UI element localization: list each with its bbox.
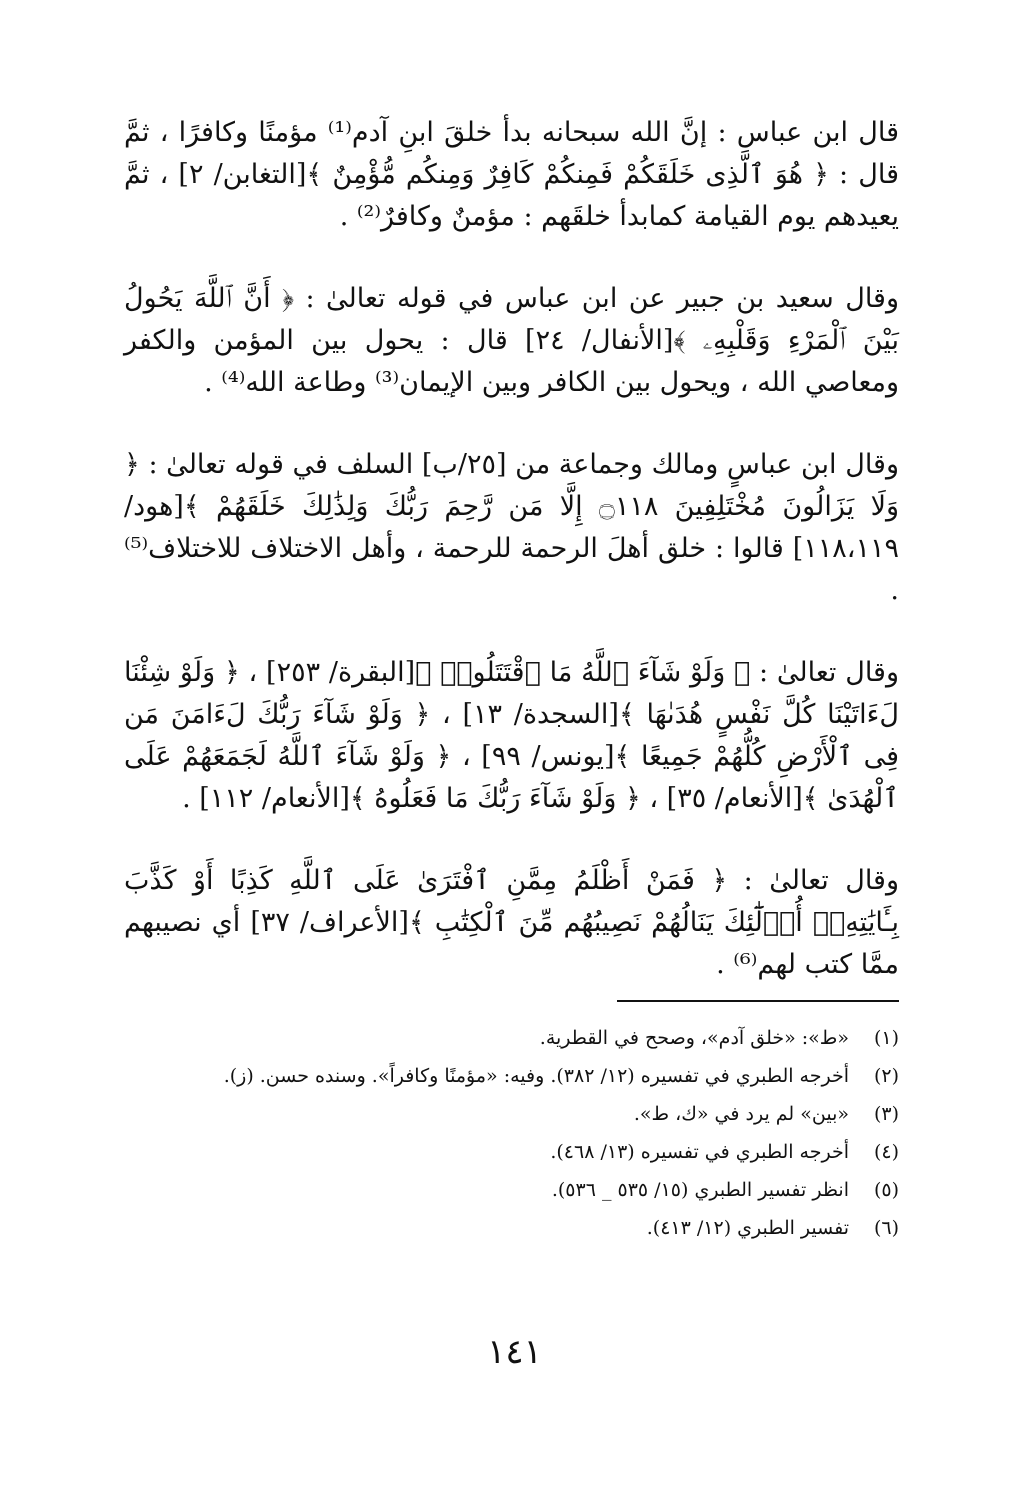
footnote-number: (٣) [873, 1103, 899, 1125]
footnote-4 [109, 1138, 899, 1166]
footnote-number: (٥) [873, 1179, 899, 1201]
footnote-number: (٦) [873, 1217, 899, 1239]
footnotes [109, 1024, 899, 1252]
footnote-6 [109, 1214, 899, 1242]
footnote-text: أخرجه الطبري في تفسيره (١٢/ ٣٨٢). وفيه: «مؤمنًا وكافراً». وسنده حسن. (ز). [223, 1065, 849, 1087]
footnote-3 [109, 1100, 899, 1128]
footnote-1 [109, 1024, 899, 1052]
paragraph-1: قال ابن عباس : إنَّ الله سبحانه بدأ خلقَ ابنِ آدم⁽¹⁾ مؤمنًا وكافرًا ، ثمَّ قال : ﴿ هُوَ ٱلَّذِى خَلَقَكُمْ فَمِنكُمْ كَافِرٌ وَمِنكُم مُّؤْمِنٌ ﴾[التغابن/ ٢] ، ثمَّ يعيدهم يوم القيامة كمابدأ خلقَهم : مؤمنٌ وكافرٌ⁽²⁾ . [124, 117, 900, 232]
main-text [124, 112, 899, 1026]
footnote-text: «ط»: «خلق آدم»، وصحح في القطرية. [539, 1027, 849, 1049]
footnote-2 [109, 1062, 899, 1090]
paragraph-3: وقال ابن عباسٍ ومالك وجماعة من [٢٥/ب] السلف في قوله تعالىٰ : ﴿ وَلَا يَزَالُونَ مُخْتَلِفِينَ ۝١١٨ إِلَّا مَن رَّحِمَ رَبُّكَ وَلِذَٰلِكَ خَلَقَهُمْ ﴾[هود/ ١١٨،١١٩] قالوا : خلق أهلَ الرحمة للرحمة ، وأهل الاختلاف للاختلاف⁽⁵⁾ . [124, 449, 900, 606]
paragraph-2: وقال سعيد بن جبير عن ابن عباس في قوله تعالىٰ : ﴿ أَنَّ ٱللَّهَ يَحُولُ بَيْنَ ٱلْمَرْءِ وَقَلْبِهِۦ ﴾[الأنفال/ ٢٤] قال : يحول بين المؤمن والكفر ومعاصي الله ، ويحول بين الكافر وبين الإيمان⁽³⁾ وطاعة الله⁽⁴⁾ . [124, 283, 899, 398]
footnote-number: (٢) [873, 1065, 899, 1087]
footnote-number: (١) [873, 1027, 899, 1049]
footnote-number: (٤) [873, 1141, 899, 1163]
page-number: ١٤١ [487, 1332, 542, 1372]
paragraph-4: وقال تعالىٰ : ﴿ وَلَوْ شَآءَ ٱللَّهُ مَا ٱقْتَتَلُوا۟ ﴾[البقرة/ ٢٥٣] ، ﴿ وَلَوْ شِئْنَا لَءَاتَيْنَا كُلَّ نَفْسٍ هُدَىٰهَا ﴾[السجدة/ ١٣] ، ﴿ وَلَوْ شَآءَ رَبُّكَ لَءَامَنَ مَن فِى ٱلْأَرْضِ كُلُّهُمْ جَمِيعًا ﴾[يونس/ ٩٩] ، ﴿ وَلَوْ شَآءَ ٱللَّهُ لَجَمَعَهُمْ عَلَى ٱلْهُدَىٰ ﴾[الأنعام/ ٣٥] ، ﴿ وَلَوْ شَآءَ رَبُّكَ مَا فَعَلُوهُ ﴾[الأنعام/ ١١٢] . [124, 657, 899, 814]
footnote-5 [109, 1176, 899, 1204]
footnote-divider [617, 1000, 899, 1002]
footnote-text: تفسير الطبري (١٢/ ٤١٣). [646, 1217, 849, 1239]
paragraph-5: وقال تعالىٰ : ﴿ فَمَنْ أَظْلَمُ مِمَّنِ ٱفْتَرَىٰ عَلَى ٱللَّهِ كَذِبًا أَوْ كَذَّبَ بِـَٔايَٰتِهِۦٓ أُو۟لَٰٓئِكَ يَنَالُهُمْ نَصِيبُهُم مِّنَ ٱلْكِتَٰبِ ﴾[الأعراف/ ٣٧] أي نصيبهم ممَّا كتب لهم⁽⁶⁾ . [124, 865, 899, 980]
footnote-text: «بين» لم يرد في «ك، ط». [633, 1103, 849, 1125]
footnote-text: أخرجه الطبري في تفسيره (١٣/ ٤٦٨). [550, 1141, 849, 1163]
footnote-text: انظر تفسير الطبري (١٥/ ٥٣٥ _ ٥٣٦). [551, 1179, 849, 1201]
